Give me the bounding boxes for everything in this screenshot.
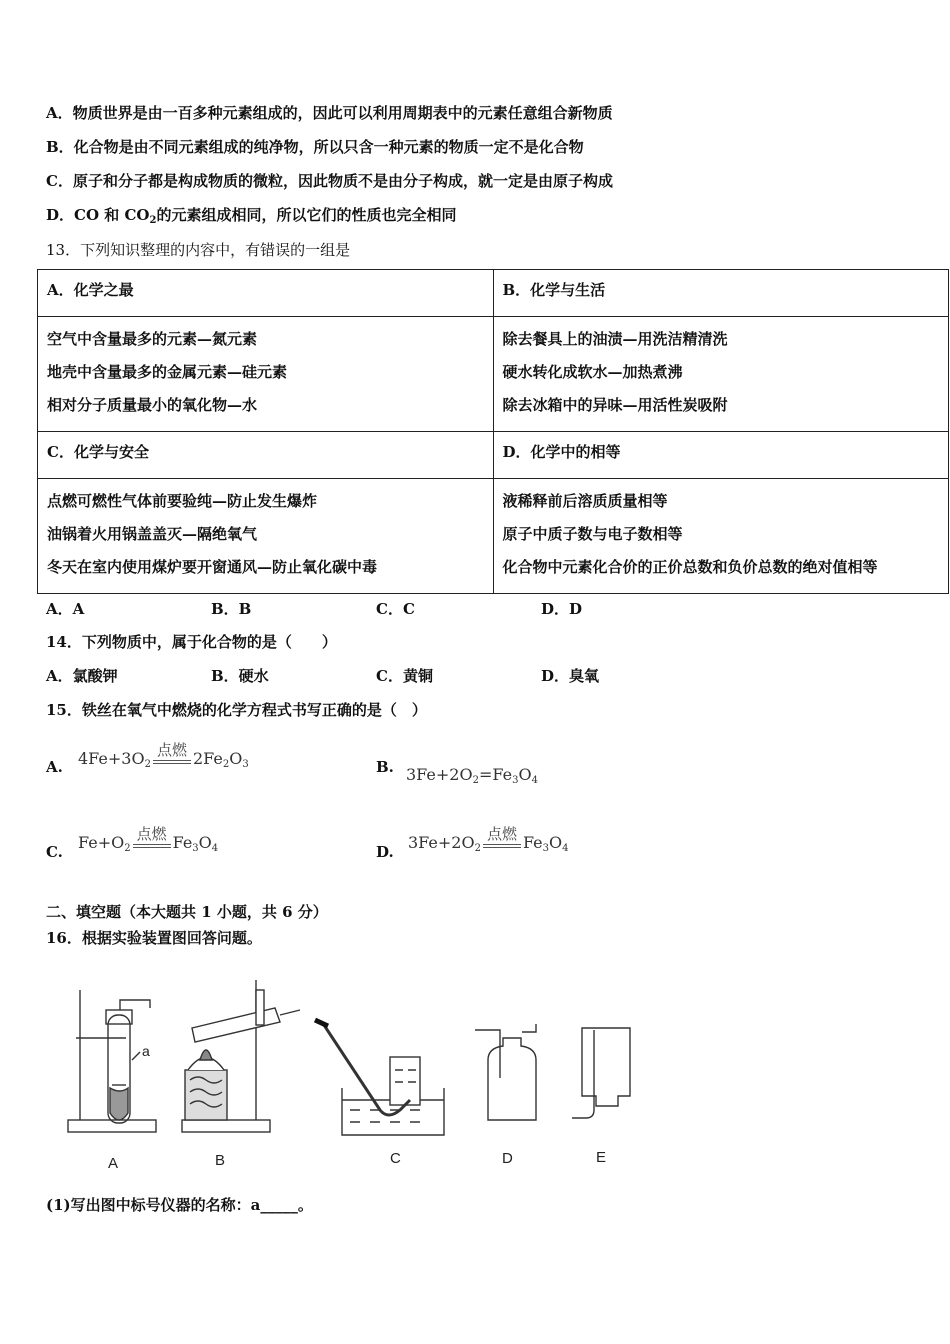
q13-c-line: 冬天在室内使用煤炉要开窗通风—防止氧化碳中毒 <box>47 558 378 576</box>
q15-label-b: B. <box>376 758 394 776</box>
q15-stem: 15．铁丝在氧气中燃烧的化学方程式书写正确的是（ ） <box>46 701 427 719</box>
fig-label-b: B <box>215 1152 226 1169</box>
reaction-condition: 点燃 <box>133 843 171 848</box>
q13-table <box>37 269 949 594</box>
q13-d-line: 化合物中元素化合价的正价总数和负价总数的绝对值相等 <box>502 558 878 576</box>
q13-a-line: 相对分子质量最小的氧化物—水 <box>47 396 258 414</box>
q14-answer-d: D．臭氧 <box>541 667 600 685</box>
reaction-condition: 点燃 <box>483 843 521 848</box>
reaction-condition: 点燃 <box>153 759 191 764</box>
q13-c-line: 油锅着火用锅盖盖灭—隔绝氧气 <box>47 525 258 543</box>
q14-answer-c: C．黄铜 <box>376 667 433 685</box>
q13-cell-d-head: D．化学中的相等 <box>493 432 949 479</box>
q12-option-a: A．物质世界是由一百多种元素组成的，因此可以利用周期表中的元素任意组合新物质 <box>46 104 613 122</box>
q13-answer-d: D．D <box>541 600 583 618</box>
q13-d-line: 原子中质子数与电子数相等 <box>502 525 683 543</box>
apparatus-e <box>572 1028 630 1166</box>
q13-stem: 13．下列知识整理的内容中，有错误的一组是 <box>46 241 351 259</box>
fig-label-e: E <box>596 1149 607 1166</box>
q13-b-line: 除去餐具上的油渍—用洗洁精清洗 <box>502 330 728 348</box>
q12-option-c: C．原子和分子都是构成物质的微粒，因此物质不是由分子构成，就一定是由原子构成 <box>46 172 613 190</box>
q15-equation-d: $3Fe+2O_2$ 点燃 $Fe_3O_4$ <box>408 825 569 854</box>
q12-option-d: D．CO 和 $CO_2$的元素组成相同，所以它们的性质也完全相同 <box>46 206 457 226</box>
q16-stem: 16．根据实验装置图回答问题。 <box>46 929 262 947</box>
apparatus-a <box>68 990 156 1172</box>
q15-equation-b: $3Fe+2O_2=Fe_3O_4$ <box>406 765 538 786</box>
q13-b-line: 硬水转化成软水—加热煮沸 <box>502 363 683 381</box>
q15-label-d: D. <box>376 843 394 861</box>
q14-answer-b: B．硬水 <box>211 667 269 685</box>
fig-mark-a: a <box>142 1043 150 1059</box>
q13-d-line: 液稀释前后溶质质量相等 <box>502 492 668 510</box>
q13-answer-b: B．B <box>211 600 252 618</box>
q14-answer-a: A．氯酸钾 <box>46 667 118 685</box>
q13-c-line: 点燃可燃性气体前要验纯—防止发生爆炸 <box>47 492 318 510</box>
q15-equation-a: $4Fe+3O_2$ 点燃 $2Fe_2O_3$ <box>78 741 249 770</box>
q13-a-line: 空气中含量最多的元素—氮元素 <box>47 330 258 348</box>
q13-cell-d-body <box>493 479 949 594</box>
q12-option-b: B．化合物是由不同元素组成的纯净物，所以只含一种元素的物质一定不是化合物 <box>46 138 584 156</box>
apparatus-c <box>315 1020 444 1167</box>
q15-label-a: A. <box>46 758 63 776</box>
q13-cell-a-head: A．化学之最 <box>38 270 494 317</box>
apparatus-b <box>182 980 300 1169</box>
q13-answer-a: A．A <box>46 600 85 618</box>
q13-cell-a-body <box>38 317 494 432</box>
q15-equation-c: $Fe+O_2$ 点燃 $Fe_3O_4$ <box>78 825 219 854</box>
fig-label-d: D <box>502 1150 513 1167</box>
fig-label-c: C <box>390 1150 401 1167</box>
q13-a-line: 地壳中含量最多的金属元素—硅元素 <box>47 363 288 381</box>
apparatus-d <box>475 1024 536 1167</box>
fig-label-a: A <box>108 1155 119 1172</box>
q14-stem: 14．下列物质中，属于化合物的是（ ） <box>46 633 337 651</box>
q13-cell-b-head: B．化学与生活 <box>493 270 949 317</box>
q16-subquestion-1: (1)写出图中标号仪器的名称：a_____。 <box>46 1196 313 1214</box>
q13-cell-c-head: C．化学与安全 <box>38 432 494 479</box>
lab-apparatus-figure <box>60 970 660 1175</box>
q13-cell-c-body <box>38 479 494 594</box>
section-2-heading: 二、填空题（本大题共 1 小题，共 6 分） <box>46 903 328 921</box>
q15-label-c: C. <box>46 843 63 861</box>
q13-b-line: 除去冰箱中的异味—用活性炭吸附 <box>502 396 728 414</box>
q13-answer-c: C．C <box>376 600 415 618</box>
q13-cell-b-body <box>493 317 949 432</box>
